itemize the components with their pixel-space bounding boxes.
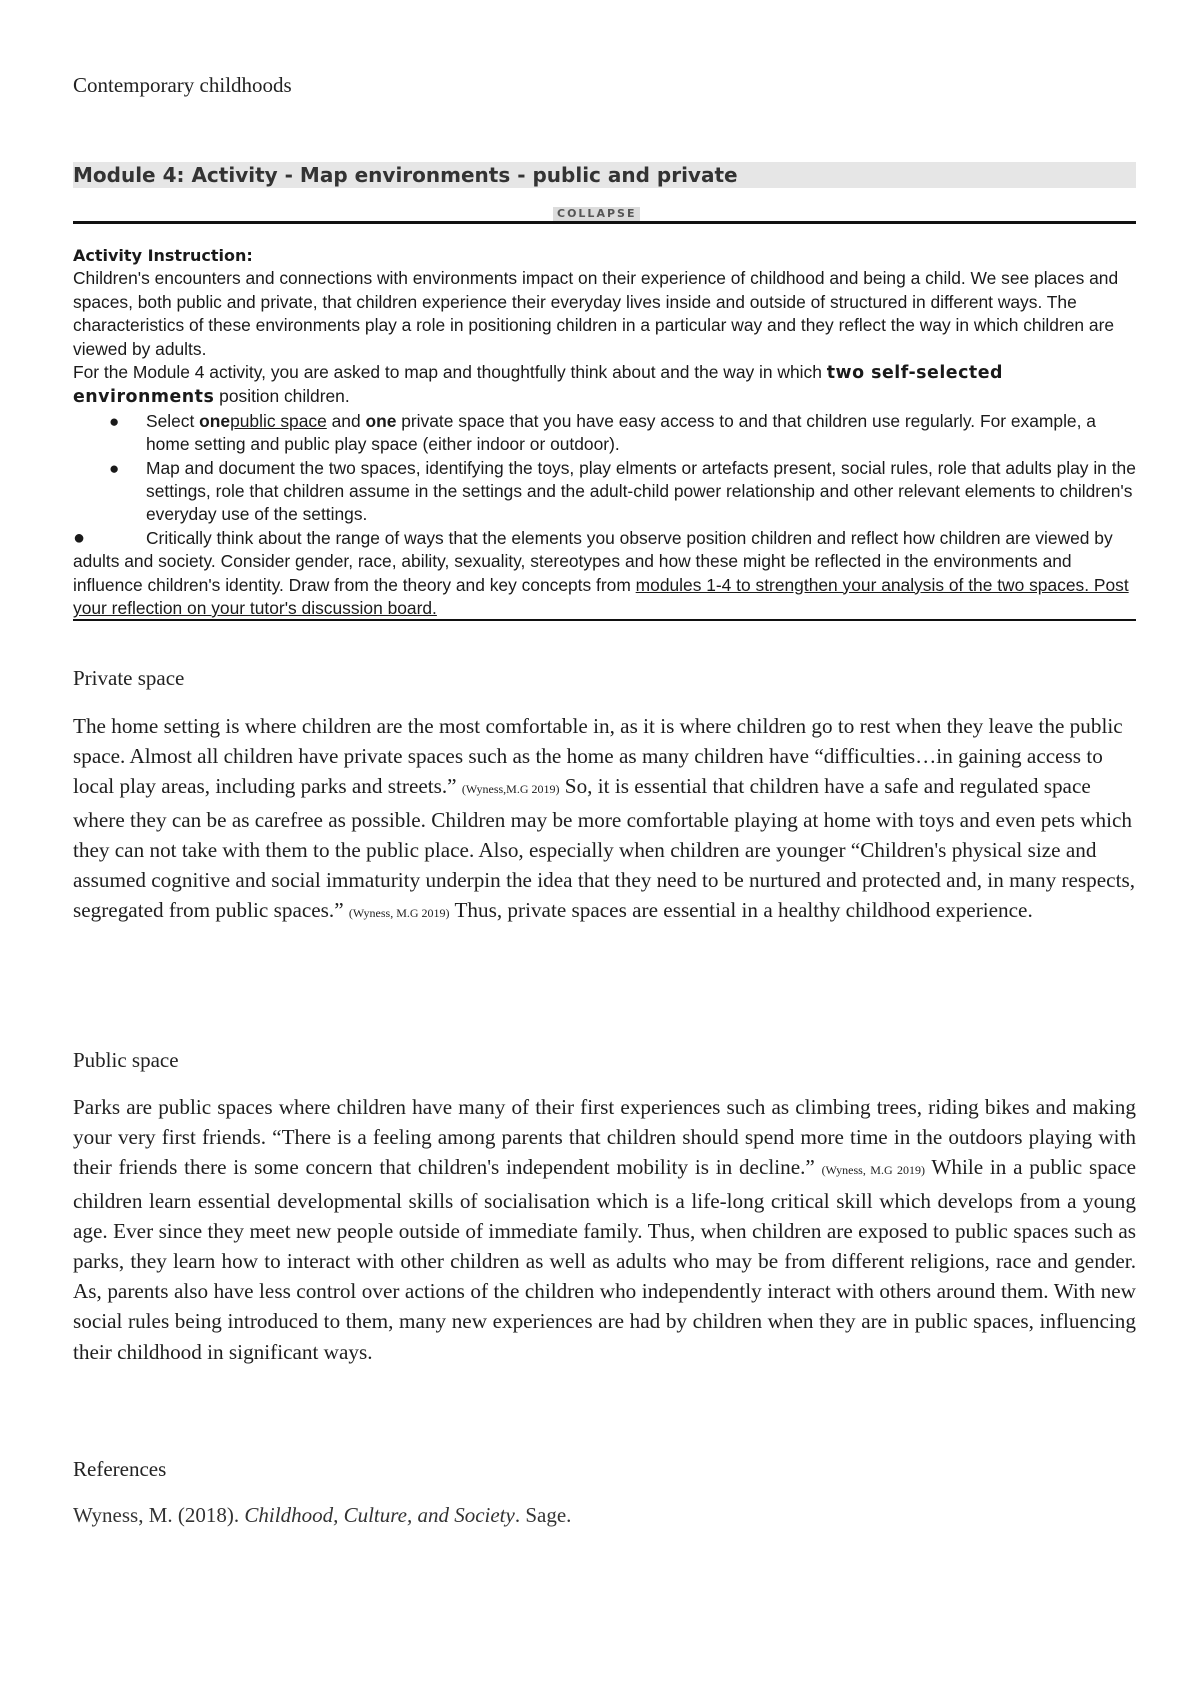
paragraph-text: While in a public space children learn essential developmental skills of socialisation which is a life-long critical skill which develops from a young age. Ever since they meet new people outside of immediate family. Thus, when children are exposed to public spaces such as parks, they learn how to interact with other children as well as adults who may be from different religions, race and gender. As, parents also have less control over actions of the children who independently interact with others around them. With new social rules being introduced to them, many new experiences are had by children when they are in public spaces, influencing their childhood in significant ways. xyxy=(73,1155,1136,1364)
private-space-heading: Private space xyxy=(73,666,185,690)
bullet-icon: ● xyxy=(109,458,120,478)
list-item xyxy=(73,410,1136,457)
reference-publisher: . Sage. xyxy=(514,1503,572,1527)
paragraph-text: So, it is essential that children have a safe and regulated space where they can be as carefree as possible. Children may be more comfortable playing at home with toys and even pets which they can not take with them to the public place. Also, especially when children are younger “Children's physical size and assumed cognitive and social immaturity underpin the idea that they need to be nurtured and protected and, in many respects, segregated from public spaces.” xyxy=(73,774,1135,923)
reference-entry xyxy=(73,1503,571,1528)
activity-instructions xyxy=(73,244,1136,621)
citation: (Wyness, M.G 2019) xyxy=(821,1163,926,1178)
instructions-label: Activity Instruction: xyxy=(73,246,253,265)
paragraph-text: Parks are public spaces where children have many of their first experiences such as climbing trees, riding bikes and making your very first friends. “There is a feeling among parents that children should spend more time in the outdoors playing with their friends there is some concern that children's independent mobility is in decline.” xyxy=(73,1095,1136,1180)
instructions-task xyxy=(73,361,1136,410)
public-space-paragraph xyxy=(73,1092,1136,1367)
divider xyxy=(73,221,1136,224)
private-space-paragraph xyxy=(73,711,1136,928)
divider xyxy=(73,619,1136,621)
list-item-text: Map and document the two spaces, identifying the toys, play elments or artefacts present, social rules, role that adults play in the settings, role that children assume in the settings and the adult-child power relationship and other relevant elements to children's everyday use of the settings. xyxy=(146,457,1136,525)
instructions-paragraph: Children's encounters and connections with environments impact on their experience of childhood and being a child. We see places and spaces, both public and private, that children experience their everyday lives inside and outside of structured in different ways. The characteristics of these environments play a role in positioning children in a particular way and they reflect the way in which children are viewed by adults. xyxy=(73,268,1119,359)
list-item-text: Select xyxy=(146,410,200,431)
list-item-text: private space that you have easy access to and that children use regularly. For example, a home setting and public play space (either indoor or outdoor). xyxy=(146,410,1096,455)
module-title: Module 4: Activity - Map environments - public and private xyxy=(73,162,1136,188)
citation: (Wyness,M.G 2019) xyxy=(461,782,560,797)
instruction-list xyxy=(73,410,1136,527)
paragraph-text: The home setting is where children are the most comfortable in, as it is where children go to rest when they leave the public space. Almost all children have private spaces such as the home as many children have “difficulties…in gaining access to local play areas, including parks and streets.” xyxy=(73,714,1123,799)
reference-author: Wyness, M. (2018). xyxy=(73,1503,245,1527)
bullet-icon: ● xyxy=(109,411,120,431)
list-item-underlined: modules 1-4 to strengthen your analysis of the two spaces. Post your reflection on your tutor's discussion board. xyxy=(73,574,1129,619)
bullet-icon: ● xyxy=(73,526,86,549)
emphasis: one xyxy=(199,410,231,431)
list-item xyxy=(73,527,1136,621)
citation: (Wyness, M.G 2019) xyxy=(348,906,450,921)
list-item xyxy=(73,457,1136,527)
reference-title: Childhood, Culture, and Society xyxy=(244,1503,515,1527)
task-text-end: position children. xyxy=(214,386,350,407)
list-item-text: Critically think about the range of ways that the elements you observe position children and reflect how children are viewed by adults and society. Consider gender, race, ability, sexuality, stereotypes and how these might be reflected in the environments and influence children's identity. Draw from the theory and key concepts from xyxy=(73,527,1113,595)
list-item-text: and xyxy=(326,410,366,431)
emphasis: one xyxy=(365,410,397,431)
paragraph-text: Thus, private spaces are essential in a healthy childhood experience. xyxy=(449,898,1033,923)
task-text: For the Module 4 activity, you are asked to map and thoughtfully think about and the way in which xyxy=(73,362,827,383)
course-header: Contemporary childhoods xyxy=(73,73,292,97)
public-space-link[interactable]: public space xyxy=(230,410,327,431)
collapse-button[interactable]: COLLAPSE xyxy=(553,207,640,221)
task-emphasis: two self-selected environments xyxy=(73,363,1003,408)
public-space-heading: Public space xyxy=(73,1048,179,1072)
references-heading: References xyxy=(73,1457,167,1481)
